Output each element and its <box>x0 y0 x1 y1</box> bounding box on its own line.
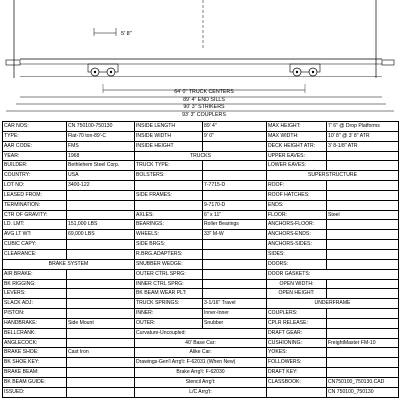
inner-label: INNER: <box>135 309 203 319</box>
inner-ctrl-sprg-label: INNER CTRL SPRG: <box>135 279 203 289</box>
air-brake-value <box>67 269 135 279</box>
table-row <box>3 377 399 387</box>
truck-left <box>88 64 118 76</box>
rbrg-adapters-value <box>203 249 267 259</box>
aar-code-label: AAR CODE: <box>3 141 67 151</box>
followers-label: FOLLOWERS: <box>267 358 327 368</box>
piston-value <box>67 309 135 319</box>
clearance-label: CLEARANCE: <box>3 249 67 259</box>
table-row <box>3 368 399 378</box>
country-label: COUNTRY: <box>3 171 67 181</box>
table-row <box>3 190 399 200</box>
country-value: USA <box>67 171 135 181</box>
strikers-dimension: 90' 3" STRIKERS <box>183 104 225 110</box>
car-nos-label: CAR NOS: <box>3 122 67 132</box>
table-row <box>3 131 399 141</box>
wheels-value: 33" M-W <box>203 230 267 240</box>
cubic-capy-label: CUBIC CAPY: <box>3 240 67 250</box>
table-row <box>3 309 399 319</box>
draft-gear-value <box>327 328 399 338</box>
anchors-ends-value <box>327 230 399 240</box>
yokes-value <box>327 348 399 358</box>
inside-length-value: 89' 4" <box>203 122 267 132</box>
table-row <box>3 269 399 279</box>
anchors-floor-label: ANCHORS-FLOOR: <box>267 220 327 230</box>
builder-value: Bethlehem Steel Corp. <box>67 161 135 171</box>
bk-beam-wear-value <box>203 289 267 299</box>
bk-beam-guide-label: BK BEAM GUIDE: <box>3 377 67 387</box>
brake-beam-label: BRAKE BEAM: <box>3 368 67 378</box>
wheel-offset-dimension: 5' 8" <box>121 31 132 37</box>
table-row <box>3 387 399 397</box>
draft-key-value <box>327 368 399 378</box>
axles-label: AXLES: <box>135 210 203 220</box>
upper-eaves-value <box>327 151 399 161</box>
table-row <box>3 318 399 328</box>
table-row <box>3 161 399 171</box>
lc-arrgt: L/C Arrg't: <box>135 387 267 397</box>
sides-label: SIDES: <box>267 249 327 259</box>
table-row <box>3 338 399 348</box>
outer-ctrl-sprg-label: OUTER CTRL SPRG: <box>135 269 203 279</box>
inside-length-label: INSIDE LENGTH <box>135 122 203 132</box>
table-row <box>3 171 399 181</box>
axles-value: 6" x 11" <box>203 210 267 220</box>
cubic-capy-value <box>67 240 135 250</box>
table-row <box>3 279 399 289</box>
inner-value: Inner-Inner <box>203 309 267 319</box>
trucks-header: TRUCKS <box>135 151 267 161</box>
avg-ltwt-label: AVG LT WT: <box>3 230 67 240</box>
cplr-release-value <box>327 318 399 328</box>
open-width-value <box>327 279 399 289</box>
table-row <box>3 141 399 151</box>
year-label: YEAR: <box>3 151 67 161</box>
table-row <box>3 328 399 338</box>
table-row <box>3 259 399 269</box>
truck-type-value <box>203 161 267 171</box>
superstructure-header: SUPERSTRUCTURE <box>267 171 399 181</box>
deck-height-value: 3' 8-1/8" ATR <box>327 141 399 151</box>
type-value: Flat-70 ton-89'-C <box>67 131 135 141</box>
inner-ctrl-sprg-value <box>203 279 267 289</box>
base-car: 40' Base Car: <box>135 338 267 348</box>
brake-shoe-label: BRAKE SHOE: <box>3 348 67 358</box>
ctr-gravity-label: CTR OF GRAVITY: <box>3 210 67 220</box>
couplers-label: COUPLERS: <box>267 309 327 319</box>
slack-adj-value <box>67 299 135 309</box>
cplr-release-label: CPLR RELEASE: <box>267 318 327 328</box>
lot-no-label: LOT NO: <box>3 181 67 191</box>
table-row <box>3 240 399 250</box>
bk-beam-guide-value <box>67 377 135 387</box>
wheels-label: WHEELS: <box>135 230 203 240</box>
stencil-arrgt: Stencil Arrg't: <box>135 377 267 387</box>
termination-label: TERMINATION: <box>3 200 67 210</box>
aar-code-value: FMS <box>67 141 135 151</box>
table-row <box>3 289 399 299</box>
lower-eaves-value <box>327 161 399 171</box>
curvature-uncoupled: Curvature-Uncoupled: <box>135 328 267 338</box>
bk-shoe-key-value <box>67 358 135 368</box>
table-row <box>3 210 399 220</box>
drawings-gen-arrgt: Drawings-Gen'l Arrg't: F-62031 (When New) <box>135 358 267 368</box>
table-row <box>3 151 399 161</box>
side-frames-dwg-value: 9-7170-D <box>203 200 267 210</box>
ctr-gravity-value <box>67 210 135 220</box>
truck-springs-value: 3-1/16" Travel <box>203 299 267 309</box>
followers-value <box>327 358 399 368</box>
classbook-label: CLASSBOOK: <box>267 377 327 387</box>
bolster-dwg-value: 7-7715-D <box>203 181 267 191</box>
anglecock-value <box>67 338 135 348</box>
cushioning-value: FreightMaster FM-10 <box>327 338 399 348</box>
year-value: 1968 <box>67 151 135 161</box>
handbrake-label: HANDBRAKE: <box>3 318 67 328</box>
bolsters-value <box>203 171 267 181</box>
anchors-floor-value <box>327 220 399 230</box>
bolster-dwg-spacer <box>135 181 203 191</box>
couplers-dimension: 93' 3" COUPLERS <box>182 112 226 118</box>
car-elevation-drawing <box>0 0 400 120</box>
ends-label: ENDS: <box>267 200 327 210</box>
table-row <box>3 348 399 358</box>
rbrg-adapters-label: R.BRG.ADAPTERS: <box>135 249 203 259</box>
max-height-label: MAX HEIGHT: <box>267 122 327 132</box>
couplers-value <box>327 309 399 319</box>
inside-height-value <box>203 141 267 151</box>
coupler-left <box>6 60 20 65</box>
truck-type-label: TRUCK TYPE: <box>135 161 203 171</box>
table-row <box>3 200 399 210</box>
max-height-value: 7' 6" @ Drop Platforms <box>327 122 399 132</box>
table-row <box>3 249 399 259</box>
end-sills-dimension: 89' 4" END SILLS <box>183 97 225 103</box>
truck-centers-dimension: 64' 0" TRUCK CENTERS <box>174 89 234 95</box>
type-label: TYPE: <box>3 131 67 141</box>
clearance-value <box>67 249 135 259</box>
last-row-value: CN 750100_750130 <box>327 387 399 397</box>
slack-adj-label: SLACK ADJ: <box>3 299 67 309</box>
draft-gear-label: DRAFT GEAR: <box>267 328 327 338</box>
anchors-sides-value <box>327 240 399 250</box>
leased-from-label: LEASED FROM: <box>3 190 67 200</box>
bk-beam-wear-label: BK BEAM WEAR PLT: <box>135 289 203 299</box>
snubber-wedge-value <box>203 259 267 269</box>
spec-table <box>2 121 399 398</box>
bearings-value: Roller Bearings <box>203 220 267 230</box>
inside-height-label: INSIDE HEIGHT <box>135 141 203 151</box>
bellcrank-value <box>67 328 135 338</box>
last-row-blank <box>267 387 327 397</box>
open-width-label: OPEN WIDTH: <box>267 279 327 289</box>
yokes-label: YOKES: <box>267 348 327 358</box>
brake-system-header: BRAKE SYSTEM <box>3 259 135 269</box>
table-row <box>3 299 399 309</box>
lot-no-value: 3400-122 <box>67 181 135 191</box>
snubber-wedge-label: SNUBBER WEDGE: <box>135 259 203 269</box>
inside-width-label: INSIDE WIDTH <box>135 131 203 141</box>
air-brake-label: AIR BRAKE: <box>3 269 67 279</box>
table-row <box>3 358 399 368</box>
max-width-value: 10' 8" @ 3' 8" ATR <box>327 131 399 141</box>
bk-rigging-label: BK RIGGING: <box>3 279 67 289</box>
side-brgs-label: SIDE BRGS: <box>135 240 203 250</box>
table-row <box>3 220 399 230</box>
brake-beam-value <box>67 368 135 378</box>
sides-value <box>327 249 399 259</box>
anchors-ends-label: ANCHORS-ENDS: <box>267 230 327 240</box>
side-brgs-value <box>203 240 267 250</box>
lower-eaves-label: LOWER EAVES: <box>267 161 327 171</box>
bellcrank-label: BELLCRANK: <box>3 328 67 338</box>
brake-shoe-value: Cast Iron <box>67 348 135 358</box>
issued-value <box>67 387 135 397</box>
table-row <box>3 122 399 132</box>
floor-label: FLOOR: <box>267 210 327 220</box>
side-frames-label: SIDE FRAMES: <box>135 190 203 200</box>
bk-rigging-value <box>67 279 135 289</box>
outer-value: Snubber <box>203 318 267 328</box>
max-width-label: MAX WIDTH: <box>267 131 327 141</box>
cushioning-label: CUSHIONING: <box>267 338 327 348</box>
ld-lmt-value: 151,000 LBS <box>67 220 135 230</box>
table-row <box>3 230 399 240</box>
ld-lmt-label: LD. LMT: <box>3 220 67 230</box>
anglecock-label: ANGLECOCK: <box>3 338 67 348</box>
levers-label: LEVERS: <box>3 289 67 299</box>
alike-car: Alike Car: <box>135 348 267 358</box>
coupler-right <box>382 60 394 65</box>
side-frames-dwg-spacer <box>135 200 203 210</box>
floor-value: Steel <box>327 210 399 220</box>
piston-label: PISTON: <box>3 309 67 319</box>
outer-ctrl-sprg-value <box>203 269 267 279</box>
open-height-label: OPEN HEIGHT: <box>267 289 327 299</box>
termination-value <box>67 200 135 210</box>
deck-height-label: DECK HEIGHT ATR: <box>267 141 327 151</box>
builder-label: BUILDER: <box>3 161 67 171</box>
anchors-sides-label: ANCHORS-SIDES: <box>267 240 327 250</box>
open-height-value <box>327 289 399 299</box>
draft-key-label: DRAFT KEY: <box>267 368 327 378</box>
roof-value <box>327 181 399 191</box>
ends-value <box>327 200 399 210</box>
car-nos-value: CN 750100-750130 <box>67 122 135 132</box>
handbrake-value: Side Mount <box>67 318 135 328</box>
classbook-value: CN750100_750130.CAD <box>327 377 399 387</box>
door-gaskets-label: DOOR GASKETS: <box>267 269 399 279</box>
levers-value <box>67 289 135 299</box>
avg-ltwt-value: 69,000 LBS <box>67 230 135 240</box>
leased-from-value <box>67 190 135 200</box>
roof-label: ROOF: <box>267 181 327 191</box>
truck-right <box>290 64 320 76</box>
doors-value <box>327 259 399 269</box>
bolsters-label: BOLSTERS: <box>135 171 203 181</box>
doors-label: DOORS: <box>267 259 327 269</box>
brake-arrgt: Brake Arrg't: F-62030 <box>135 368 267 378</box>
roof-hatches-value <box>327 190 399 200</box>
table-row <box>3 181 399 191</box>
issued-label: ISSUED: <box>3 387 67 397</box>
inside-width-value: 9' 0" <box>203 131 267 141</box>
truck-springs-label: TRUCK SPRINGS: <box>135 299 203 309</box>
bk-shoe-key-label: BK SHOE KEY: <box>3 358 67 368</box>
underframe-header: UNDERFRAME <box>267 299 399 309</box>
outer-label: OUTER: <box>135 318 203 328</box>
upper-eaves-label: UPPER EAVES: <box>267 151 327 161</box>
bearings-label: BEARINGS: <box>135 220 203 230</box>
side-frames-blank <box>203 190 267 200</box>
roof-hatches-label: ROOF HATCHES: <box>267 190 327 200</box>
